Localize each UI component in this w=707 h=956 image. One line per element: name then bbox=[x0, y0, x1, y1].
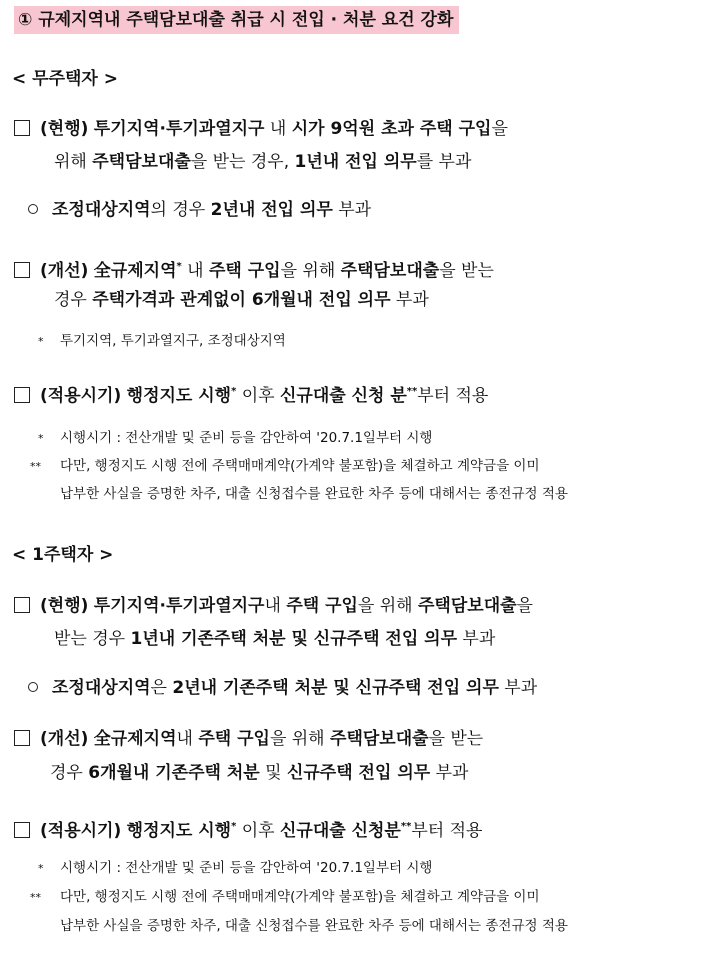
s1-improve-footnote: * 투기지역, 투기과열지구, 조정대상지역 bbox=[38, 333, 286, 349]
section-header-one-house: < 1주택자 > bbox=[12, 545, 114, 565]
s1-current-line2: 위해 주택담보대출을 받는 경우, 1년내 전입 의무를 부과 bbox=[54, 152, 472, 172]
circle-bullet-icon bbox=[28, 682, 38, 692]
s2-sub-adjustment: 조정대상지역은 2년내 기존주택 처분 및 신규주택 전입 의무 부과 bbox=[28, 676, 537, 700]
s2-improve-line1: (개선) 全규제지역내 주택 구입을 위해 주택담보대출을 받는 bbox=[14, 727, 483, 751]
s2-improve-line2: 경우 6개월내 기존주택 처분 및 신규주택 전입 의무 부과 bbox=[50, 763, 469, 783]
checkbox-icon bbox=[14, 822, 30, 838]
section-header-no-house: < 무주택자 > bbox=[12, 69, 119, 89]
s2-note-2: ** 다만, 행정지도 시행 전에 주택매매계약(가계약 불포함)을 체결하고 계약금을 이미 bbox=[30, 889, 540, 905]
circle-bullet-icon bbox=[28, 204, 38, 214]
s1-note-1: * 시행시기 : 전산개발 및 준비 등을 감안하여 '20.7.1일부터 시행 bbox=[38, 430, 433, 446]
s1-note-2: ** 다만, 행정지도 시행 전에 주택매매계약(가계약 불포함)을 체결하고 계약금을 이미 bbox=[30, 458, 540, 474]
checkbox-icon bbox=[14, 262, 30, 278]
checkbox-icon bbox=[14, 120, 30, 136]
section-title: ① 규제지역내 주택담보대출 취급 시 전입 · 처분 요건 강화 bbox=[14, 6, 459, 34]
checkbox-icon bbox=[14, 730, 30, 746]
checkbox-icon bbox=[14, 387, 30, 403]
s2-current-line2: 받는 경우 1년내 기존주택 처분 및 신규주택 전입 의무 부과 bbox=[54, 629, 496, 649]
s1-apply-timing: (적용시기) 행정지도 시행* 이후 신규대출 신청 분**부터 적용 bbox=[14, 380, 488, 408]
checkbox-icon bbox=[14, 597, 30, 613]
s1-sub-adjustment: 조정대상지역의 경우 2년내 전입 의무 부과 bbox=[28, 198, 371, 222]
s1-improve-line1: (개선) 全규제지역* 내 주택 구입을 위해 주택담보대출을 받는 bbox=[14, 255, 494, 283]
s2-apply-timing: (적용시기) 행정지도 시행* 이후 신규대출 신청분**부터 적용 bbox=[14, 815, 482, 843]
s2-note-3: 납부한 사실을 증명한 차주, 대출 신청접수를 완료한 차주 등에 대해서는 종전규정 적용 bbox=[60, 918, 568, 934]
s1-note-3: 납부한 사실을 증명한 차주, 대출 신청접수를 완료한 차주 등에 대해서는 종전규정 적용 bbox=[60, 486, 568, 502]
s1-current-line1: (현행) 투기지역·투기과열지구 내 시가 9억원 초과 주택 구입을 bbox=[14, 117, 508, 141]
s1-improve-line2: 경우 주택가격과 관계없이 6개월내 전입 의무 부과 bbox=[54, 290, 429, 310]
s2-note-1: * 시행시기 : 전산개발 및 준비 등을 감안하여 '20.7.1일부터 시행 bbox=[38, 860, 433, 876]
s2-current-line1: (현행) 투기지역·투기과열지구내 주택 구입을 위해 주택담보대출을 bbox=[14, 594, 533, 618]
